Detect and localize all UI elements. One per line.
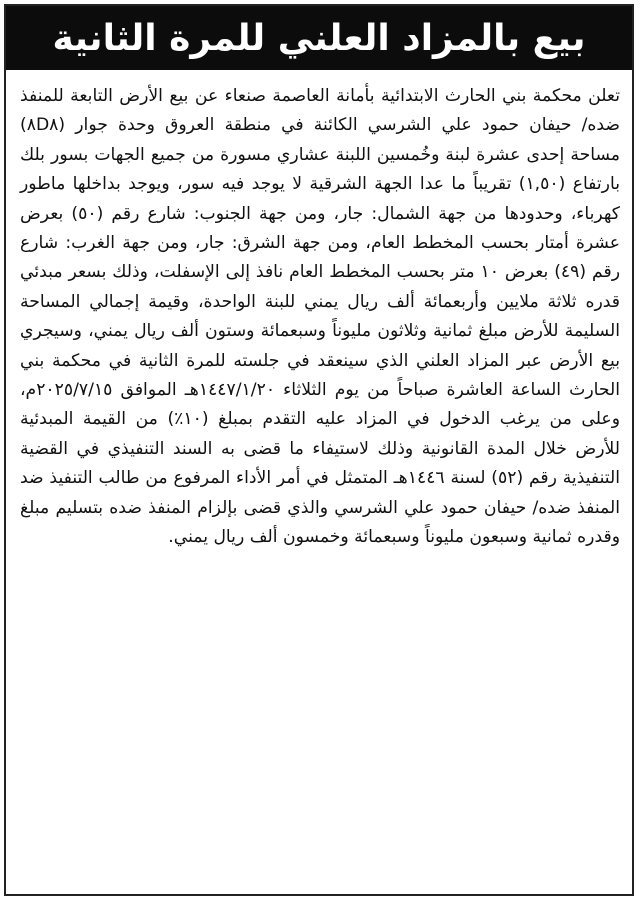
notice-body: تعلن محكمة بني الحارث الابتدائية بأمانة العاصمة صنعاء عن بيع الأرض التابعة للمنفذ ضده/ حيفان حمود علي الشرسي الكائنة في منطقة العروق وحدة جوار (٨D٨) مساحة إحدى عشرة لبنة وخُمسين اللبنة عشاري مسورة من جميع الجهات بسور بلك بارتفاع (١,٥٠) تقريباً ما عدا الجهة الشرقية لا يوجد فيه سور، ويوجد بداخلها ماطور كهرباء، وحدودها من جهة الشمال: جار، ومن جهة الجنوب: شارع رقم (٥٠) بعرض عشرة أمتار بحسب المخطط العام، ومن جهة الشرق: جار، ومن جهة الغرب: شارع رقم (٤٩) بعرض ١٠ متر بحسب المخطط العام نافذ إلى الإسفلت، وذلك بسعر مبدئي قدره ثلاثة ملايين وأربعمائة ألف ريال يمني للبنة الواحدة، وقيمة إجمالي المساحة السليمة للأرض مبلغ ثمانية وثلاثون مليوناً وسبعمائة وستون ألف ريال يمني، وسيجري بيع الأرض عبر المزاد العلني الذي سينعقد في جلسته للمرة الثانية في محكمة بني الحارث الساعة العاشرة صباحاً من يوم الثلاثاء ١٤٤٧/١/٢٠هـ الموافق ٢٠٢٥/٧/١٥م، وعلى من يرغب الدخول في المزاد عليه التقدم بمبلغ (١٠٪) من القيمة المبدئية للأرض خلال المدة القانونية وذلك لاستيفاء ما قضى به السند التنفيذي في القضية التنفيذية رقم (٥٢) لسنة ١٤٤٦هـ المتمثل في أمر الأداء المرفوع من طالب التنفيذ ضد المنفذ ضده/ حيفان حمود علي الشرسي والذي قضى بإلزام المنفذ ضده بتسليم مبلغ وقدره ثمانية وسبعون مليوناً وسبعمائة وخمسون ألف ريال يمني. (20, 86, 620, 548)
notice-title-bar (6, 6, 632, 70)
notice-title: بيع بالمزاد العلني للمرة الثانية (52, 17, 586, 59)
auction-notice (4, 4, 634, 896)
